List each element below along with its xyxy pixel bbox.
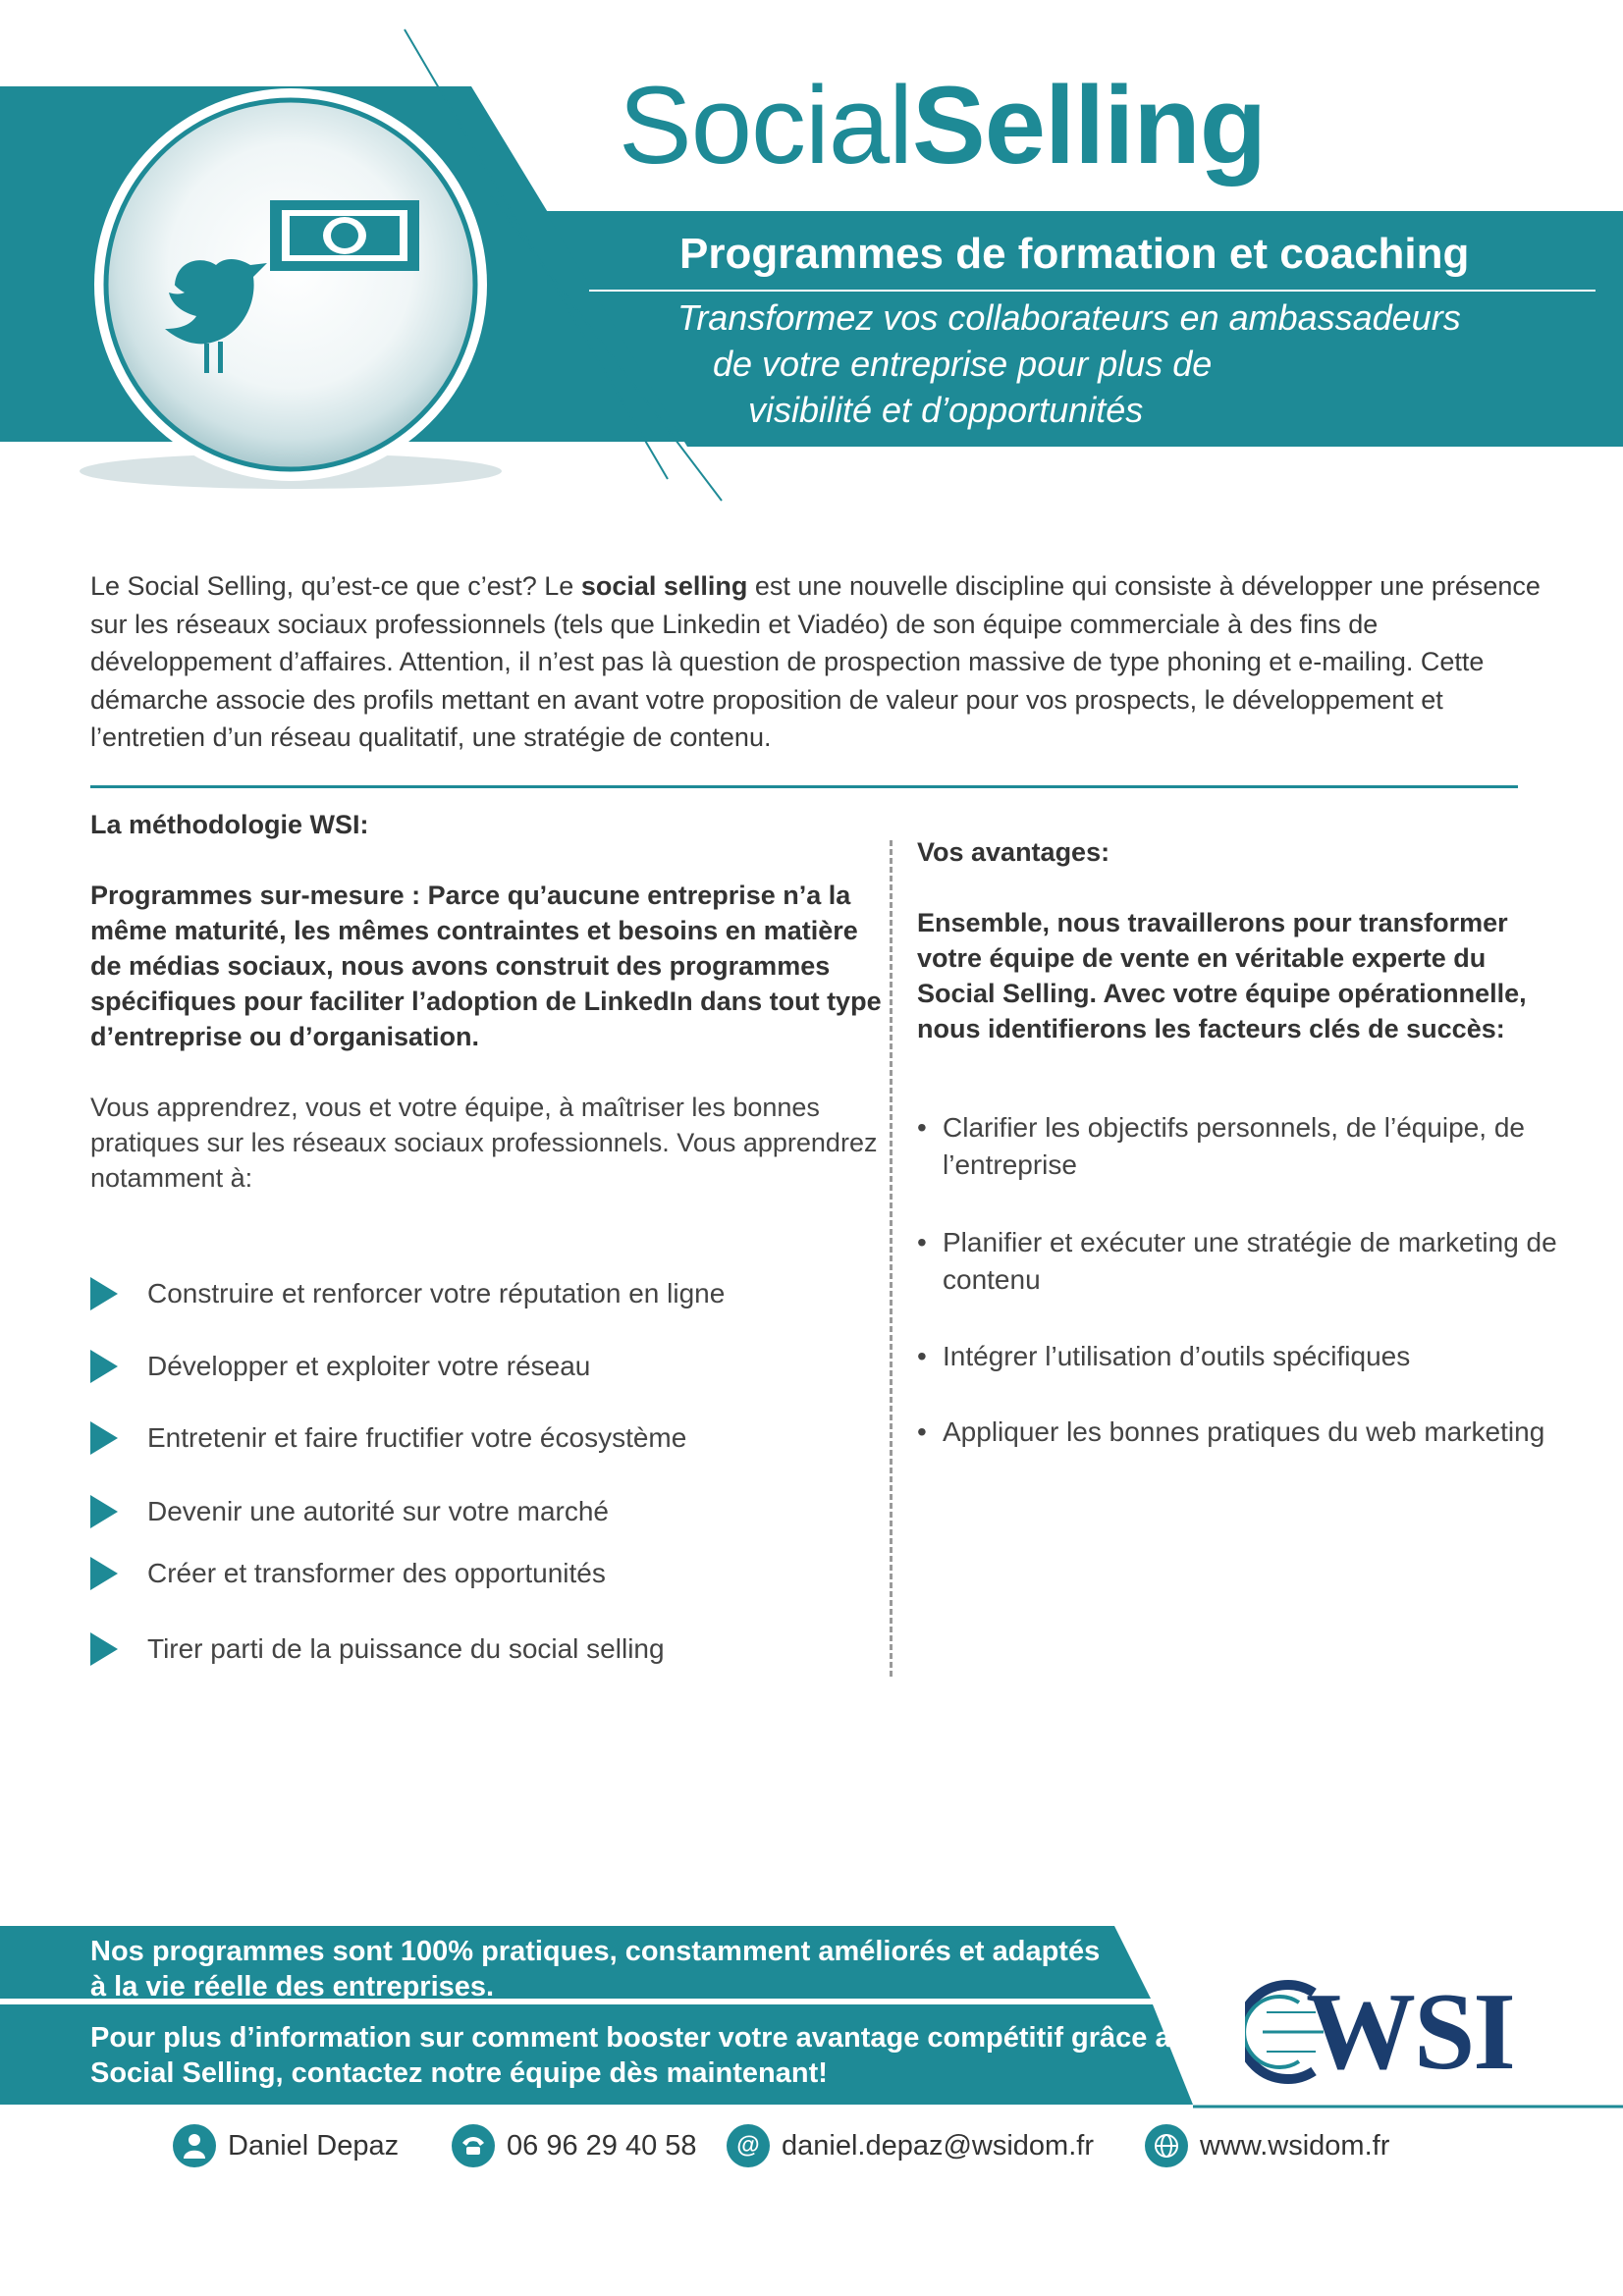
triangle-bullet-icon [90, 1421, 118, 1455]
list-item [90, 1492, 609, 1531]
methodology-bold-paragraph: Programmes sur-mesure : Parce qu’aucune entreprise n’a la même maturité, les mêmes contraintes et besoins en matière de médias sociaux, nous avons construit des programmes spécifiques pour faciliter l’adoption de LinkedIn dans tout type d’entreprise ou d’organisation. [90, 881, 882, 1051]
list-item: • Clarifier les objectifs personnels, de l’équipe, de l’entreprise [917, 1109, 1565, 1184]
triangle-bullet-icon [90, 1277, 118, 1310]
methodology-title: La méthodologie WSI: [90, 810, 369, 839]
list-item: • Planifier et exécuter une stratégie de marketing de contenu [917, 1224, 1565, 1299]
banner-line: Nos programmes sont 100% pratiques, constamment améliorés et adaptés à la vie réelle des entreprises. [90, 1936, 1101, 2002]
wsi-logo [1245, 1971, 1514, 2093]
contact-email-text[interactable]: daniel.depaz@wsidom.fr [782, 2129, 1094, 2162]
contact-email[interactable] [727, 2120, 1094, 2171]
contact-website-text[interactable]: www.wsidom.fr [1200, 2129, 1390, 2162]
contact-name [173, 2120, 399, 2171]
list-item [90, 1629, 665, 1669]
list-item: • Intégrer l’utilisation d’outils spécifiques [917, 1338, 1565, 1375]
contact-name-text: Daniel Depaz [228, 2129, 400, 2162]
tagline-line: de votre entreprise pour plus de [713, 344, 1213, 384]
banknote-icon [270, 200, 419, 271]
tagline-line: visibilité et d’opportunités [748, 390, 1144, 430]
phone-icon [452, 2124, 495, 2167]
list-item [90, 1418, 686, 1458]
advantages-bold-paragraph: Ensemble, nous travaillerons pour transformer votre équipe de vente en véritable experte du Social Selling. Avec votre équipe opérationnelle, nous identifierons les facteurs clés de succès: [917, 908, 1527, 1043]
footer-banner-text [90, 1934, 1121, 2004]
page-title [619, 64, 1267, 187]
intro-text: Le Social Selling, qu’est-ce que c’est? Le [90, 571, 581, 601]
subtitle: Programmes de formation et coaching [679, 230, 1470, 278]
globe-icon [1145, 2124, 1188, 2167]
at-icon: @ [727, 2124, 770, 2167]
triangle-bullet-icon [90, 1495, 118, 1528]
section-divider [90, 785, 1518, 788]
column-divider [890, 840, 893, 1677]
intro-bold: social selling [580, 571, 748, 601]
list-item [90, 1274, 725, 1313]
banner-line: Pour plus d’information sur comment booster votre avantage compétitif grâce au Social Selling, contactez notre équipe dès maintenant! [90, 2022, 1189, 2089]
bullet-text: Tirer parti de la puissance du social selling [147, 1633, 665, 1664]
contact-phone-text[interactable]: 06 96 29 40 58 [507, 2129, 697, 2162]
intro-text: est une nouvelle discipline qui consiste à développer une présence sur les réseaux sociaux professionnels (tels que Linkedin et Viadéo) de son équipe commerciale à des fins de développement d’affaires. Attention, il n’est pas là question de prospection massive de type phoning et e-mailing. Cette démarche associe des profils mettant en avant votre proposition de valeur pour vos prospects, le développement et l’entretien d’un réseau qualitatif, une stratégie de contenu. [90, 571, 1541, 752]
methodology-paragraph: Vous apprendrez, vous et votre équipe, à maîtriser les bonnes pratiques sur les réseaux sociaux professionnels. Vous apprendrez notamment à: [90, 1093, 878, 1193]
tagline [677, 294, 1522, 433]
triangle-bullet-icon [90, 1632, 118, 1666]
triangle-bullet-icon [90, 1557, 118, 1590]
bullet-text: Entretenir et faire fructifier votre écosystème [147, 1422, 687, 1453]
title-social: Social [619, 64, 913, 187]
intro-paragraph [90, 567, 1543, 757]
bullet-text: Développer et exploiter votre réseau [147, 1351, 591, 1381]
triangle-bullet-icon [90, 1350, 118, 1383]
bullet-text: Construire et renforcer votre réputation en ligne [147, 1278, 726, 1308]
logo-text: WSI [1306, 1971, 1514, 2093]
title-selling: Selling [912, 64, 1267, 187]
contact-website[interactable] [1145, 2120, 1389, 2171]
methodology-section [90, 807, 895, 1196]
list-item: • Appliquer les bonnes pratiques du web marketing [917, 1414, 1565, 1451]
contact-phone[interactable] [452, 2120, 697, 2171]
tagline-line: Transformez vos collaborateurs en ambassadeurs [677, 297, 1461, 338]
bullet-text: Créer et transformer des opportunités [147, 1558, 606, 1588]
bullet-text: Devenir une autorité sur votre marché [147, 1496, 609, 1526]
list-item [90, 1347, 590, 1386]
person-icon [173, 2124, 216, 2167]
advantages-title: Vos avantages: [917, 837, 1110, 867]
footer-banner-text [90, 2020, 1190, 2091]
list-item [90, 1554, 606, 1593]
advantages-section [917, 834, 1565, 1046]
